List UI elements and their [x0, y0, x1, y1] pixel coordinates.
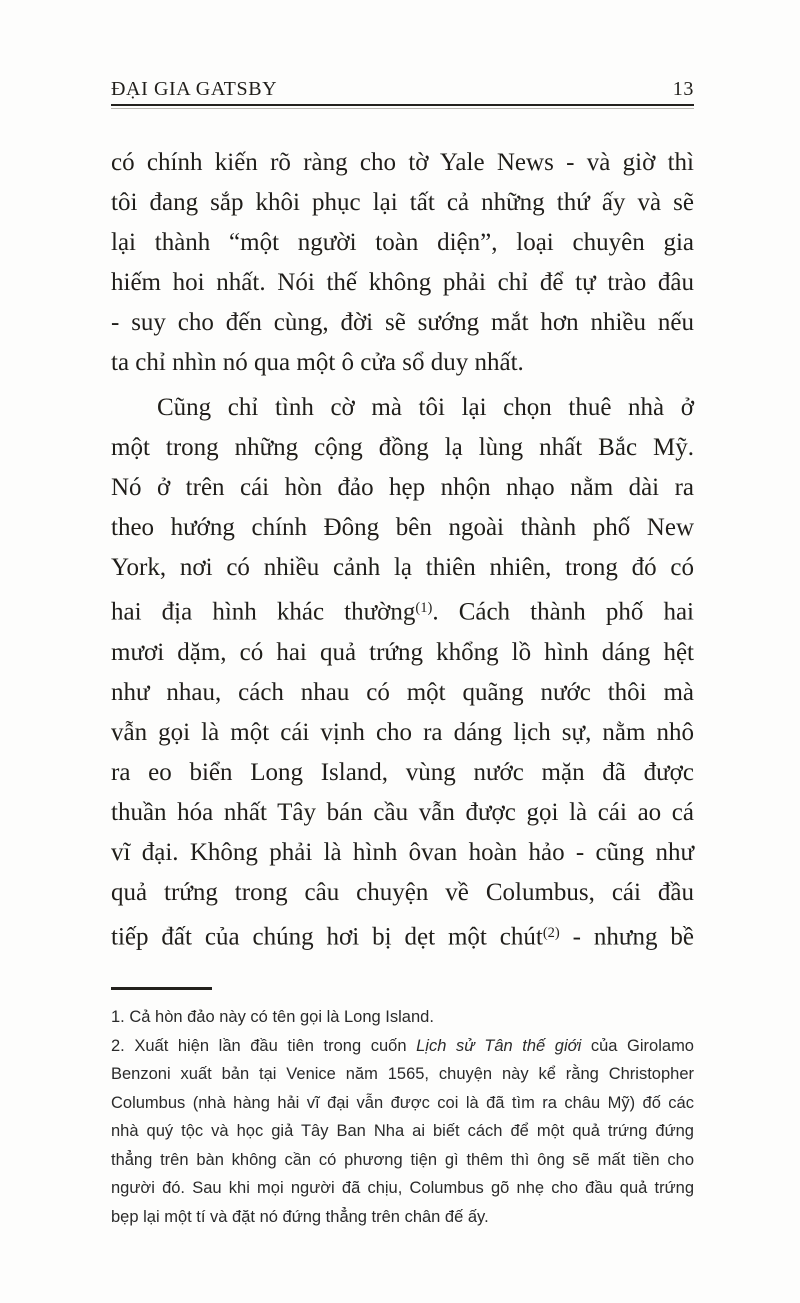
footnote-line	[111, 1032, 694, 1061]
footnote-line	[111, 1003, 694, 1032]
text-segment: hiếm hoi nhất. Nói thế không phải chỉ để tự trào đâu	[111, 269, 694, 296]
footnote-reference-marker: (1)	[415, 600, 433, 616]
body-line	[111, 633, 694, 673]
footnotes-list	[111, 1003, 694, 1231]
text-segment: lại thành “một người toàn diện”, loại chuyên gia	[111, 229, 694, 256]
paragraph	[111, 388, 694, 957]
text-segment: Columbus (nhà hàng hải vĩ đại vẫn được coi là đã tìm ra châu Mỹ) đố các	[111, 1093, 694, 1112]
text-segment: như nhau, cách nhau có một quãng nước thôi mà	[111, 678, 694, 706]
footnote-line	[111, 1146, 694, 1175]
body-line	[111, 833, 694, 873]
text-segment: thuần hóa nhất Tây bán cầu vẫn được gọi là cái ao cá	[111, 798, 694, 826]
body-text	[111, 143, 694, 957]
text-segment: Cũng chỉ tình cờ mà tôi lại chọn thuê nhà ở	[157, 394, 694, 421]
text-segment: người đó. Sau khi mọi người đã chịu, Columbus gõ nhẹ cho đầu quả trứng	[111, 1179, 694, 1198]
text-segment: ta chỉ nhìn nó qua một ô cửa sổ duy nhất.	[111, 349, 524, 376]
page-number: 13	[672, 78, 694, 100]
text-segment: mươi dặm, có hai quả trứng khổng lồ hình dáng hệt	[111, 638, 694, 666]
body-line	[111, 873, 694, 913]
body-line	[111, 713, 694, 753]
text-segment: 2. Xuất hiện lần đầu tiên trong cuốn	[111, 1036, 417, 1055]
italic-text-segment: Lịch sử Tân thế giới	[416, 1036, 582, 1055]
text-segment: 1. Cả hòn đảo này có tên gọi là Long Island.	[111, 1008, 434, 1027]
footnote-reference-marker: (2)	[542, 924, 560, 941]
paragraph	[111, 143, 694, 383]
body-line	[111, 588, 694, 633]
footnote-line	[111, 1117, 694, 1146]
footnote-line	[111, 1203, 694, 1232]
footnote-line	[111, 1060, 694, 1089]
text-segment: vĩ đại. Không phải là hình ôvan hoàn hảo - cũng như	[111, 838, 694, 866]
body-line	[111, 303, 694, 343]
footnote-separator	[111, 987, 212, 990]
body-line	[111, 388, 694, 428]
text-segment: bẹp lại một tí và đặt nó đứng thẳng trên chân đế ấy.	[111, 1207, 489, 1226]
text-segment: hai địa hình khác thường	[111, 598, 416, 626]
text-segment: thẳng trên bàn không cần có phương tiện gì thêm thì ông sẽ mất tiền cho	[111, 1150, 694, 1169]
text-segment: một trong những cộng đồng lạ lùng nhất Bắc Mỹ.	[111, 434, 694, 461]
body-line	[111, 223, 694, 263]
body-line	[111, 753, 694, 793]
body-line	[111, 428, 694, 468]
footnote	[111, 1003, 694, 1032]
text-segment: quả trứng trong câu chuyện về Columbus, cái đầu	[111, 878, 694, 906]
footnote-line	[111, 1174, 694, 1203]
footnote	[111, 1032, 694, 1232]
text-segment: - suy cho đến cùng, đời sẽ sướng mắt hơn nhiều nếu	[111, 309, 694, 336]
book-title: ĐẠI GIA GATSBY	[111, 78, 278, 100]
body-line	[111, 913, 694, 958]
text-segment: - nhưng bề	[559, 923, 694, 951]
text-segment: . Cách thành phố hai	[432, 598, 694, 626]
running-head	[111, 0, 694, 106]
text-segment: Nó ở trên cái hòn đảo hẹp nhộn nhạo nằm dài ra	[111, 474, 694, 501]
body-line	[111, 508, 694, 548]
text-segment: nhà quý tộc và học giả Tây Ban Nha ai biết cách để một quả trứng đứng	[111, 1122, 694, 1141]
footnote-line	[111, 1089, 694, 1118]
body-line	[111, 548, 694, 588]
text-segment: vẫn gọi là một cái vịnh cho ra dáng lịch sự, nằm nhô	[111, 718, 694, 746]
body-line	[111, 343, 694, 383]
text-segment: tôi đang sắp khôi phục lại tất cả những thứ ấy và sẽ	[111, 189, 694, 216]
body-line	[111, 673, 694, 713]
body-line	[111, 793, 694, 833]
body-line	[111, 468, 694, 508]
body-line	[111, 263, 694, 303]
text-segment: của Girolamo	[581, 1036, 694, 1055]
body-line	[111, 183, 694, 223]
text-segment: có chính kiến rõ ràng cho tờ Yale News - và giờ thì	[111, 149, 694, 176]
text-segment: theo hướng chính Đông bên ngoài thành phố New	[111, 514, 694, 541]
text-segment: ra eo biển Long Island, vùng nước mặn đã được	[111, 758, 694, 786]
text-segment: Benzoni xuất bản tại Venice năm 1565, chuyện này kể rằng Christopher	[111, 1065, 694, 1084]
body-line	[111, 143, 694, 183]
text-segment: tiếp đất của chúng hơi bị dẹt một chút	[111, 923, 543, 951]
text-segment: York, nơi có nhiều cảnh lạ thiên nhiên, trong đó có	[111, 554, 694, 581]
